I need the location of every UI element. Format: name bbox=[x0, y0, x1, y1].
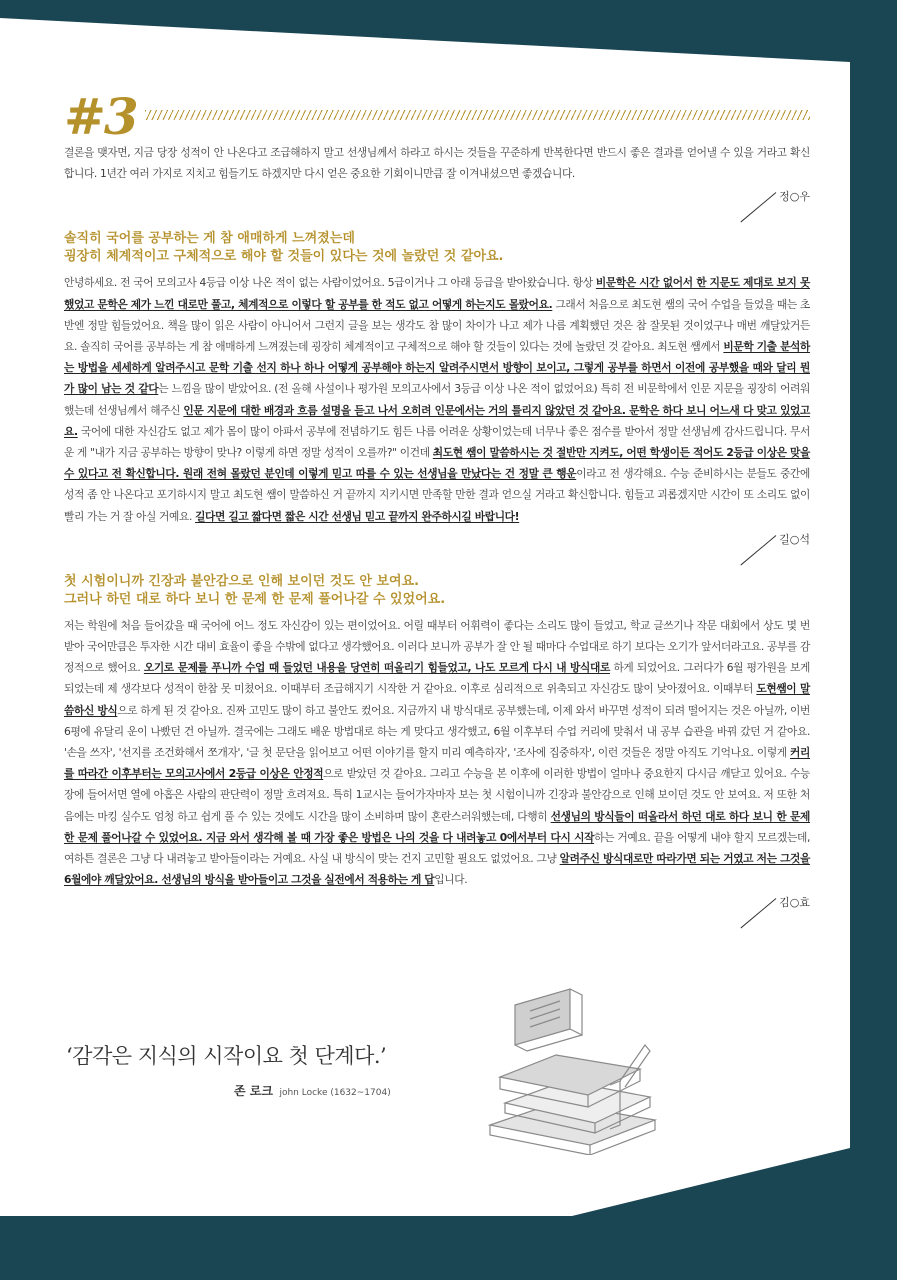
signature-slash bbox=[740, 899, 776, 929]
headline-line-1: 솔직히 국어를 공부하는 게 참 애매하게 느껴졌는데 bbox=[64, 231, 355, 247]
signature-name: 길○석 bbox=[779, 532, 810, 546]
body-text: 입니다. bbox=[434, 873, 468, 887]
header-hatch-rule bbox=[145, 110, 810, 120]
emphasized-text: 인문 지문에 대한 배경과 흐름 설명을 듣고 나서 오히려 인문에서는 거의 틀리지 않았던 것 같아요. 문학은 하다 보니 어느새 다 맞고 있었고요. bbox=[64, 403, 810, 438]
headline-line-1: 첫 시험이니까 긴장과 불안감으로 인해 보이던 것도 안 보여요. bbox=[64, 573, 420, 589]
emphasized-text: 선생님의 방식들이 떠올라서 하던 대로 하다 보니 한 문제 한 문제 풀어나갈 수 있었어요. 지금 와서 생각해 볼 때 가장 좋은 방법은 나의 것을 다 내려놓고 0에서부터 다시 시작 bbox=[64, 809, 811, 844]
emphasized-text: 길다면 길고 짧다면 짧은 시간 선생님 믿고 끝까지 완주하시길 바랍니다! bbox=[195, 509, 520, 523]
body-text: 그래서 처음으로 최도현 쌤의 국어 수업을 들었을 때는 초반엔 정말 힘들었어요. 책을 많이 읽은 사람이 아니어서 그런지 글을 보는 생각도 참 많이 차이가 나고 제가 나름 계획했던 것은 참 잘못된 것이었구나 매번 깨달았거든요. 솔직히 국어를 공부하는 게 참 애매하게 느껴졌는데 굉장히 체계적이고 구체적으로 해야 할 것들이 있다는 것에 놀랐던 것 같아요. 최도현 쌤께서 bbox=[64, 297, 811, 354]
testimonial-signature bbox=[64, 890, 810, 934]
headline-line-2: 그러나 하던 대로 하다 보니 한 문제 한 문제 풀어나갈 수 있었어요. bbox=[64, 591, 446, 607]
quote-author-name: 존 로크 bbox=[234, 1084, 273, 1098]
testimonial-headline bbox=[64, 230, 810, 266]
body-text: 으로 받았던 것 같아요. 그리고 수능을 본 이후에 이러한 방법이 얼마나 중요한지 다시금 깨닫고 있어요. 수능 장에 들어서면 열에 아홉은 사람의 판단력이 정말 흐려져요. 특히 1교시는 들어가자마자 보는 첫 시험이니까 긴장과 불안감으로 인해 보이던 것도 안 보여요. 저 또한 처음에는 마킹 실수도 엄청 하고 쉽게 풀 수 있는 것에도 시간을 많이 소비하며 많이 혼란스러워했는데, 다행히 bbox=[64, 767, 810, 823]
signature-slash bbox=[740, 535, 776, 565]
testimonial-2 bbox=[64, 573, 810, 935]
emphasized-text: 도현쌤이 말씀하신 방식 bbox=[64, 682, 810, 717]
section-number: #3 bbox=[64, 87, 137, 146]
quote-block bbox=[66, 1040, 391, 1099]
testimonial-1 bbox=[64, 230, 810, 570]
body-text: 하게 되었어요. 그러다가 6월 평가원을 보게 되었는데 제 생각보다 성적이 한참 못 미쳤어요. 이때부터 조급해지기 시작한 거 같아요. 이후로 심리적으로 위축되고 자신감도 많이 낮아졌어요. 이때부터 bbox=[64, 661, 810, 696]
intro-paragraph: 결론을 맺자면, 지금 당장 성적이 안 나온다고 조급해하지 말고 선생님께서 하라고 하시는 것들을 꾸준하게 반복한다면 반드시 좋은 결과를 얻어낼 수 있을 거라고 확신합니다. 1년간 여러 가지로 지치고 힘들기도 하겠지만 다시 얻은 중요한 기회이니만큼 잘 이겨내셨으면 좋겠습니다. bbox=[64, 146, 810, 181]
quote-author bbox=[234, 1082, 391, 1099]
body-text: 저는 학원에 처음 들어갔을 때 국어에 어느 정도 자신감이 있는 편이었어요. 어릴 때부터 어휘력이 좋다는 소리도 많이 들었고, 학교 글쓰기나 작문 대회에서 상도 몇 번 받아 국어만큼은 투자한 시간 대비 효율이 좋을 수밖에 없다고 생각했어요. 이러다 보니까 공부가 잘 안 될 때마다 수업대로 하기 보다는 오기가 앞서더라고요. 공부를 감정적으로 했어요. bbox=[64, 618, 810, 675]
signature-name: 정○우 bbox=[779, 190, 810, 204]
body-text: 이라고 전 생각해요. 수능 준비하시는 분들도 중간에 성적 좀 안 나온다고 포기하시지 말고 최도현 쌤이 말씀하신 거 끝까지 지키시면 만족할 만한 결과 얻으실 거라고 확신합니다. 힘들고 괴롭겠지만 시간이 또 소리도 없이 빨리 가는 거 잘 아실 거예요. bbox=[64, 467, 810, 523]
testimonial-headline bbox=[64, 573, 810, 609]
signature-name: 김○효 bbox=[779, 896, 810, 910]
emphasized-text: 비문학은 시간 없어서 한 지문도 제대로 보지 못했었고 문학은 제가 느낀 대로만 풀고, 체계적으로 이렇다 할 공부를 한 적도 없고 어떻게 하는지도 몰랐어요. bbox=[64, 276, 810, 311]
books-illustration bbox=[470, 985, 670, 1155]
emphasized-text: 알려주신 방식대로만 따라가면 되는 거였고 저는 그것을 6월에야 깨달았어요. 선생님의 방식을 받아들이고 그것을 실전에서 적용하는 게 답 bbox=[64, 852, 810, 887]
emphasized-text: 최도현 쌤이 말씀하시는 것 절반만 지켜도, 어떤 학생이든 적어도 2등급 이상은 맞을 수 있다고 전 확신합니다. 원래 전혀 몰랐던 분인데 이렇게 믿고 따를 수 있는 선생님을 만났다는 건 정말 큰 행운 bbox=[64, 446, 810, 481]
testimonial-body bbox=[64, 272, 810, 526]
body-text: 국어에 대한 자신감도 없고 제가 몸이 많이 아파서 공부에 전념하기도 힘든 나름 어려운 상황이었는데 너무나 좋은 점수를 받아서 정말 선생님께 감사드립니다. 무서운 게 "내가 지금 공부하는 방향이 맞나? 이렇게 하면 정말 성적이 오를까?" 이건데 bbox=[64, 424, 810, 460]
intro-signature bbox=[64, 184, 810, 228]
section-header bbox=[64, 80, 810, 146]
content-column bbox=[64, 80, 810, 934]
testimonial-signature bbox=[64, 527, 810, 571]
emphasized-text: 커리를 따라간 이후부터는 모의고사에서 2등급 이상은 안정적 bbox=[64, 746, 810, 781]
quote-author-english: john Locke (1632~1704) bbox=[279, 1088, 391, 1098]
body-text: 는 느낌을 많이 받았어요. (전 올해 사설이나 평가원 모의고사에서 3등급 이상 나온 적이 없었어요) 특히 전 비문학에서 인문 지문을 굉장히 어려워했는데 선생님께서 해주신 bbox=[64, 382, 810, 417]
body-text: 안녕하세요. 전 국어 모의고사 4등급 이상 나온 적이 없는 사람이었어요. 5급이거나 그 아래 등급을 받아왔습니다. 항상 bbox=[64, 276, 596, 290]
body-text: 으로 하게 된 것 같아요. 진짜 고민도 많이 하고 불안도 컸어요. 지금까지 내 방식대로 공부했는데, 이제 와서 바꾸면 성적이 되려 떨어지는 것은 아닐까, 이번 6평에 유달리 운이 나빴던 건 아닐까. 결국에는 그래도 배운 방법대로 하는 게 맞다고 생각했고, 6월 이후부터 수업 커리에 맞춰서 내 공부 습관을 바꿔 갔던 거 같아요. '손을 쓰자', '선지를 조건화해서 쪼개자', '글 첫 문단을 읽어보고 어떤 이야기를 할지 미리 예측하자', '조사에 집중하자', 이런 것들은 정말 아직도 기억나요. 이렇게 bbox=[64, 703, 810, 760]
emphasized-text: 오기로 문제를 푸니까 수업 때 들었던 내용을 당연히 떠올리기 힘들었고, 나도 모르게 다시 내 방식대로 bbox=[143, 661, 610, 675]
headline-line-2: 굉장히 체계적이고 구체적으로 해야 할 것들이 있다는 것에 놀랐던 것 같아요. bbox=[64, 249, 504, 265]
testimonial-body bbox=[64, 615, 810, 891]
signature-slash bbox=[740, 193, 776, 223]
body-text: 하는 거예요. 끝을 어떻게 내야 할지 모르겠는데, 여하튼 결론은 그냥 다 내려놓고 받아들이라는 거예요. 사실 내 방식이 맞는 건지 고민할 필요도 없었어요. 그냥 bbox=[64, 830, 811, 866]
emphasized-text: 비문학 기출 분석하는 방법을 세세하게 알려주시고 문학 기출 선지 하나 하나 어떻게 공부해야 하는지 알려주시면서 방향이 보이고, 그렇게 공부를 하면서 이전에 공부했을 때와 달리 뭔가 많이 남는 것 같다 bbox=[64, 340, 810, 396]
quote-text: ‘감각은 지식의 시작이요 첫 단계다.’ bbox=[66, 1044, 387, 1068]
